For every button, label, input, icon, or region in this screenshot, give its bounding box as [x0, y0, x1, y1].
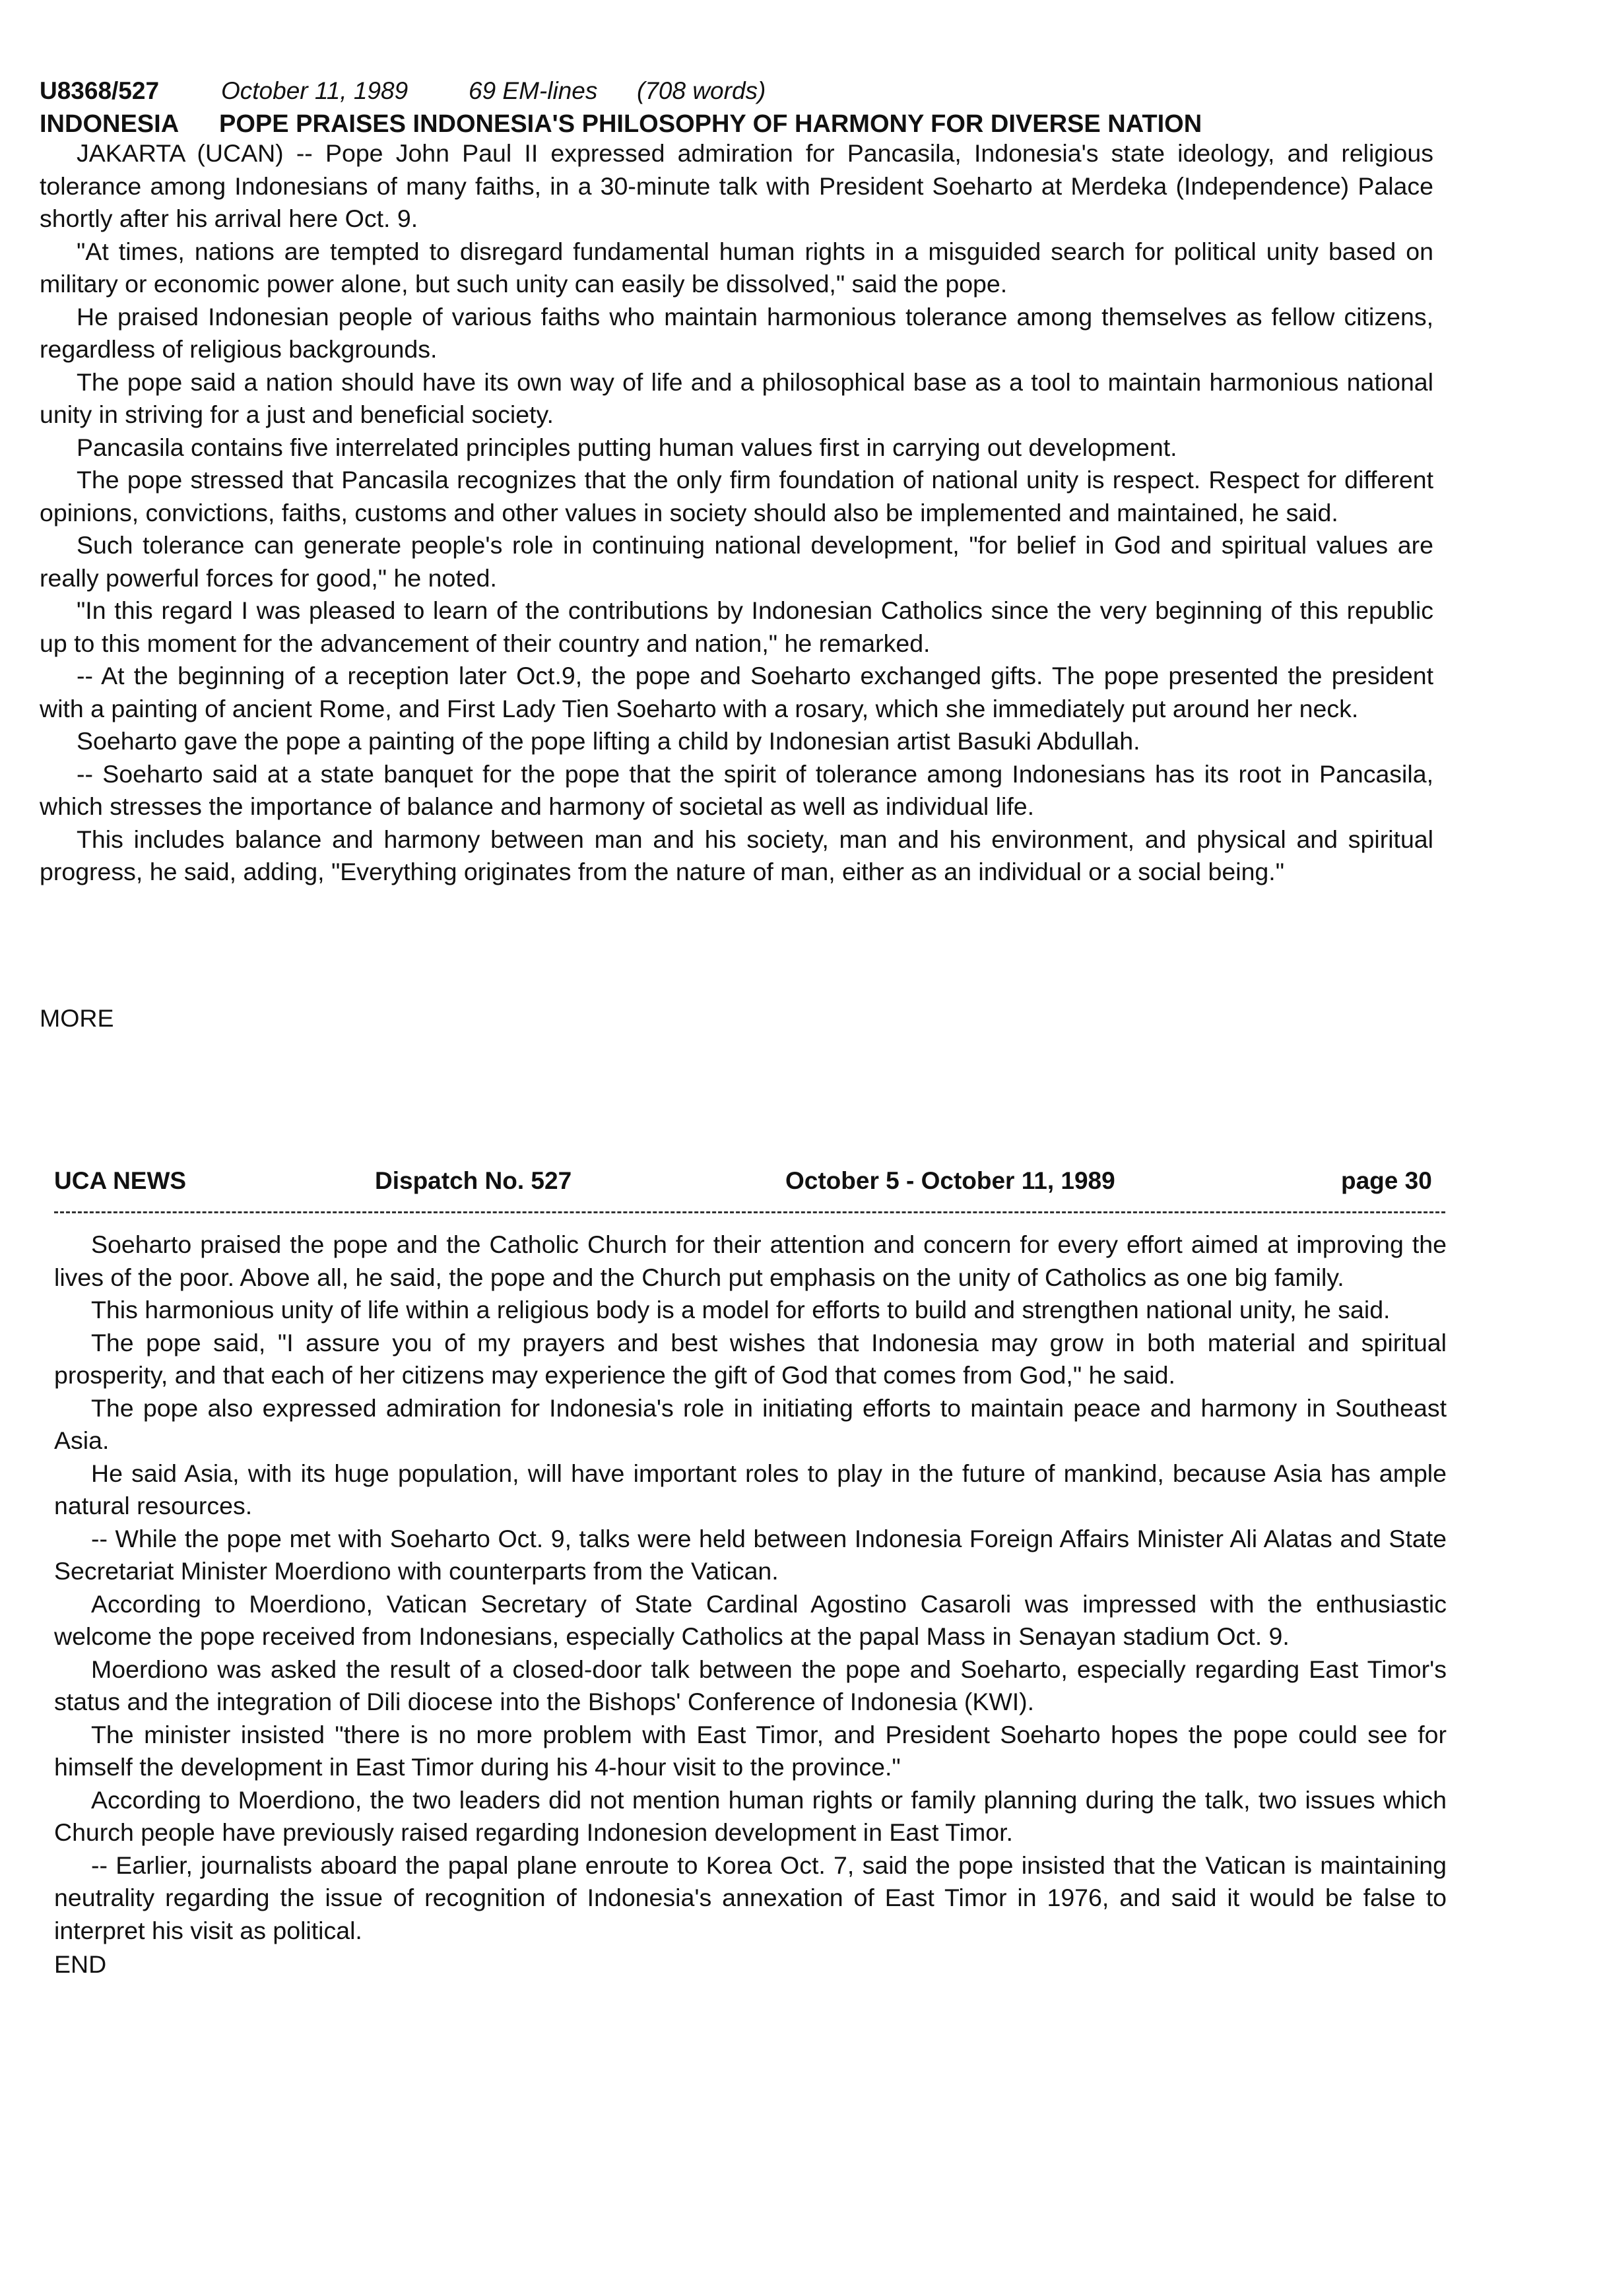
headline-country: INDONESIA: [40, 110, 180, 138]
story-paragraph: Moerdiono was asked the result of a closed-door talk between the pope and Soeharto, especially regarding East Timor's status and the integration of Dili diocese into the Bishops' Conference of Indonesia (KWI).: [54, 1655, 1447, 1715]
story-paragraph: The pope also expressed admiration for Indonesia's role in initiating efforts to maintain peace and harmony in Southeast Asia.: [54, 1393, 1447, 1454]
story-paragraph: Soeharto praised the pope and the Catholic Church for their attention and concern for every effort aimed at improving the lives of the poor. Above all, he said, the pope and the Church put emphasis on the unity of Catholics as one big family.: [54, 1230, 1447, 1291]
more-marker: MORE: [40, 1004, 114, 1032]
story-slug-line: [40, 74, 766, 108]
story-paragraph: -- Earlier, journalists aboard the papal plane enroute to Korea Oct. 7, said the pope insisted that the Vatican is maintaining neutrality regarding the issue of recognition of Indonesia's annexation of East Timor in 1976, and said it would be false to interpret his visit as political.: [54, 1851, 1447, 1944]
story-paragraph: JAKARTA (UCAN) -- Pope John Paul II expressed admiration for Pancasila, Indonesia's state ideology, and religious tolerance among Indonesians of many faiths, in a 30-minute talk with President Soeharto at Merdeka (Independence) Palace shortly after his arrival here Oct. 9.: [40, 139, 1433, 232]
dispatch-number: Dispatch No. 527: [375, 1167, 572, 1194]
page-number: page 30: [1341, 1167, 1432, 1194]
story-paragraph: Pancasila contains five interrelated principles putting human values first in carrying out development.: [77, 433, 1177, 461]
dashed-divider: [54, 1211, 1445, 1213]
end-marker: END: [54, 1950, 107, 1978]
story-paragraph: "At times, nations are tempted to disregard fundamental human rights in a misguided search for political unity based on military or economic power alone, but such unity can easily be dissolved," said the pope.: [40, 237, 1433, 298]
dispatch-header: [54, 1163, 1447, 1199]
story-word-count: (708 words): [637, 77, 766, 104]
story-paragraph: -- Soeharto said at a state banquet for the pope that the spirit of tolerance among Indonesians has its root in Pancasila, which stresses the importance of balance and harmony of societal as well as individual life.: [40, 759, 1433, 820]
story-paragraph: The minister insisted "there is no more problem with East Timor, and President Soeharto hopes the pope could see for himself the development in East Timor during his 4-hour visit to the province.": [54, 1720, 1447, 1781]
story-paragraph: This harmonious unity of life within a religious body is a model for efforts to build and strengthen national unity, he said.: [91, 1296, 1391, 1323]
dispatch-date-range: October 5 - October 11, 1989: [785, 1167, 1115, 1194]
story-id: U8368/527: [40, 77, 160, 104]
headline-title: POPE PRAISES INDONESIA'S PHILOSOPHY OF HARMONY FOR DIVERSE NATION: [219, 110, 1202, 138]
story-body-part-2: [54, 1228, 1447, 1981]
story-paragraph: The pope stressed that Pancasila recognizes that the only firm foundation of national unity is respect. Respect for different opinions, convictions, faiths, customs and other values in society should also be implemented and maintained, he said.: [40, 466, 1433, 526]
story-paragraph: The pope said, "I assure you of my prayers and best wishes that Indonesia may grow in both material and spiritual prosperity, and that each of her citizens may experience the gift of God that comes from God," he said.: [54, 1328, 1447, 1389]
story-paragraph: "In this regard I was pleased to learn of the contributions by Indonesian Catholics since the very beginning of this republic up to this moment for the advancement of their country and nation," he remarked.: [40, 596, 1433, 657]
story-headline: [40, 107, 1557, 141]
story-paragraph: He praised Indonesian people of various faiths who maintain harmonious tolerance among themselves as fellow citizens, regardless of religious backgrounds.: [40, 302, 1433, 363]
story-paragraph: According to Moerdiono, Vatican Secretary of State Cardinal Agostino Casaroli was impressed with the enthusiastic welcome the pope received from Indonesians, especially Catholics at the papal Mass in Senayan stadium Oct. 9.: [54, 1589, 1447, 1650]
story-paragraph: -- At the beginning of a reception later Oct.9, the pope and Soeharto exchanged gifts. The pope presented the president with a painting of ancient Rome, and First Lady Tien Soeharto with a rosary, which she immediately put around her neck.: [40, 662, 1433, 722]
publication-name: UCA NEWS: [54, 1167, 187, 1194]
story-paragraph: This includes balance and harmony between man and his society, man and his environment, and physical and spiritual progress, he said, adding, "Everything originates from the nature of man, either as an individual or a social being.": [40, 825, 1433, 885]
story-paragraph: He said Asia, with its huge population, will have important roles to play in the future of mankind, because Asia has ample natural resources.: [54, 1459, 1447, 1519]
story-date: October 11, 1989: [221, 77, 409, 104]
story-paragraph: According to Moerdiono, the two leaders did not mention human rights or family planning during the talk, two issues which Church people have previously raised regarding Indonesion development in East Timor.: [54, 1785, 1447, 1846]
story-paragraph: The pope said a nation should have its own way of life and a philosophical base as a tool to maintain harmonious national unity in striving for a just and beneficial society.: [40, 367, 1433, 428]
story-paragraph: -- While the pope met with Soeharto Oct. 9, talks were held between Indonesia Foreign Affairs Minister Ali Alatas and State Secretariat Minister Moerdiono with counterparts from the Vatican.: [54, 1524, 1447, 1585]
story-paragraph: Soeharto gave the pope a painting of the pope lifting a child by Indonesian artist Basuki Abdullah.: [77, 727, 1140, 755]
story-line-count: 69 EM-lines: [469, 77, 598, 104]
story-paragraph: Such tolerance can generate people's role in continuing national development, "for belief in God and spiritual values are really powerful forces for good," he noted.: [40, 531, 1433, 592]
story-body-part-1: [40, 137, 1433, 889]
